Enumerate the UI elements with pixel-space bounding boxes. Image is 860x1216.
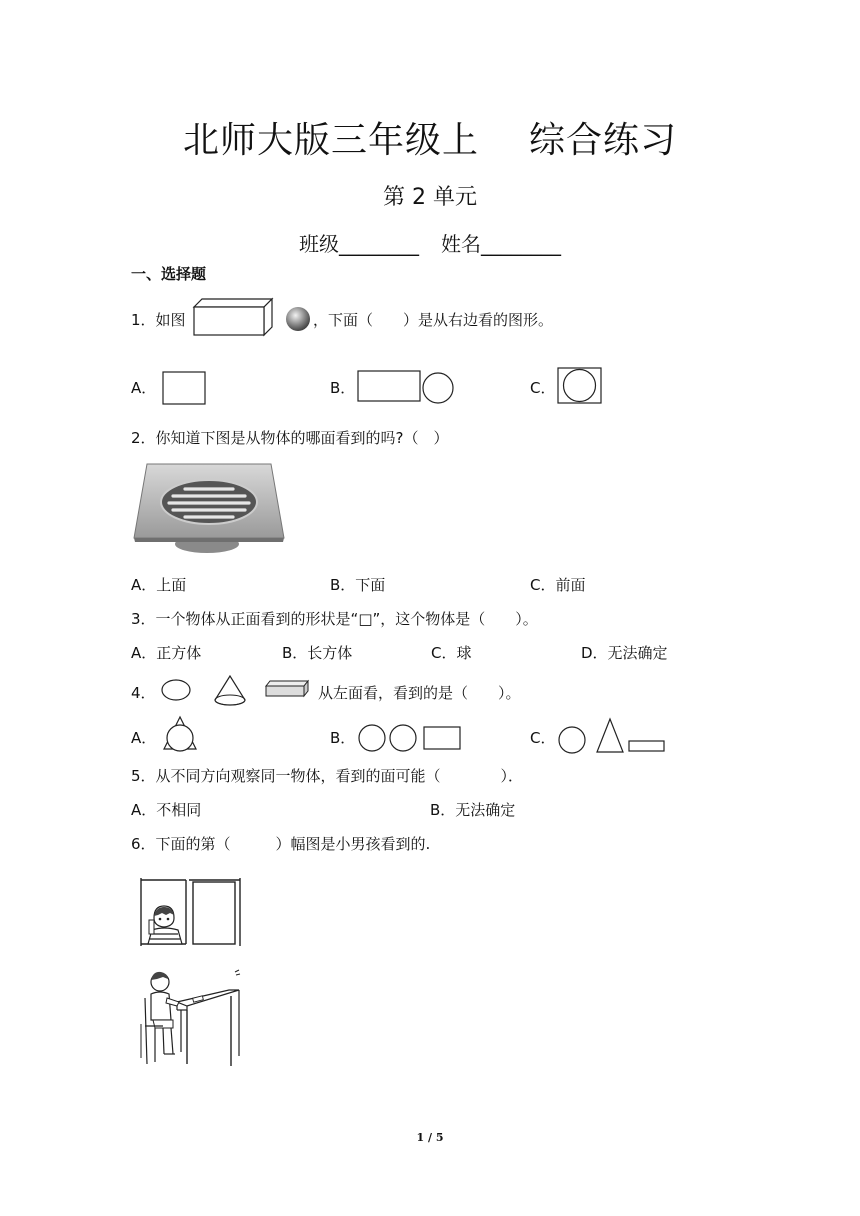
- q6-text: 6．下面的第（ ）幅图是小男孩看到的.: [131, 835, 431, 853]
- q4-option-c-shapes: [556, 716, 668, 756]
- name-field: 姓名________: [441, 232, 561, 256]
- q2-text: 2．你知道下图是从物体的哪面看到的吗?（ ）: [131, 429, 449, 447]
- q3-option-c: C．球: [431, 644, 472, 662]
- q4-option-c: C．: [530, 729, 556, 747]
- class-field: 班级________: [299, 232, 419, 256]
- q2-option-a: A．上面: [131, 576, 187, 594]
- q1-option-b-rect-circle: [357, 369, 455, 405]
- q3-text: 3．一个物体从正面看到的形状是“□”，这个物体是（ ）。: [131, 610, 538, 628]
- q1-sphere-figure: [285, 306, 311, 332]
- page-title: [0, 112, 860, 163]
- q1-cuboid-figure: [193, 298, 273, 336]
- q4-prefix: 4．: [131, 684, 156, 702]
- q2-floor-drain-image: [133, 462, 285, 556]
- q1-text: ，下面（ ）是从右边看的图形。: [313, 311, 554, 329]
- q5-option-a: A．不相同: [131, 801, 202, 819]
- q1-option-a: A．: [131, 379, 157, 397]
- q5-text: 5．从不同方向观察同一物体，看到的面可能（ ）．: [131, 767, 524, 785]
- q4-option-b: B．: [330, 729, 356, 747]
- q1-option-a-rectangle: [162, 371, 206, 405]
- q1-option-b: B．: [330, 379, 356, 397]
- q1-option-c-circle-in-square: [557, 367, 603, 405]
- q2-option-c: C．前面: [530, 576, 586, 594]
- q4-objects-figure: [158, 672, 318, 708]
- q3-option-b: B．长方体: [282, 644, 353, 662]
- title-right: 综合练习: [529, 120, 678, 161]
- q4-option-b-shapes: [356, 722, 464, 754]
- q6-view-picture: [140, 876, 244, 948]
- q4-option-a-shapes: [162, 715, 198, 753]
- q4-option-a: A．: [131, 729, 157, 747]
- q4-text: 从左面看，看到的是（ ）。: [318, 684, 521, 702]
- q3-option-d: D．无法确定: [581, 644, 668, 662]
- q6-boy-at-table-picture: [133, 966, 245, 1070]
- q1-prefix: 1．如图: [131, 311, 186, 329]
- student-fields: [0, 228, 860, 257]
- q3-option-a: A．正方体: [131, 644, 202, 662]
- q5-option-b: B．无法确定: [430, 801, 516, 819]
- q1-option-c: C．: [530, 379, 556, 397]
- title-left: 北师大版三年级上: [182, 120, 479, 161]
- section-heading: 一、选择题: [131, 265, 207, 283]
- unit-heading: 第 2 单元: [383, 185, 477, 210]
- q2-option-b: B．下面: [330, 576, 386, 594]
- page-number: 1 / 5: [416, 1131, 444, 1144]
